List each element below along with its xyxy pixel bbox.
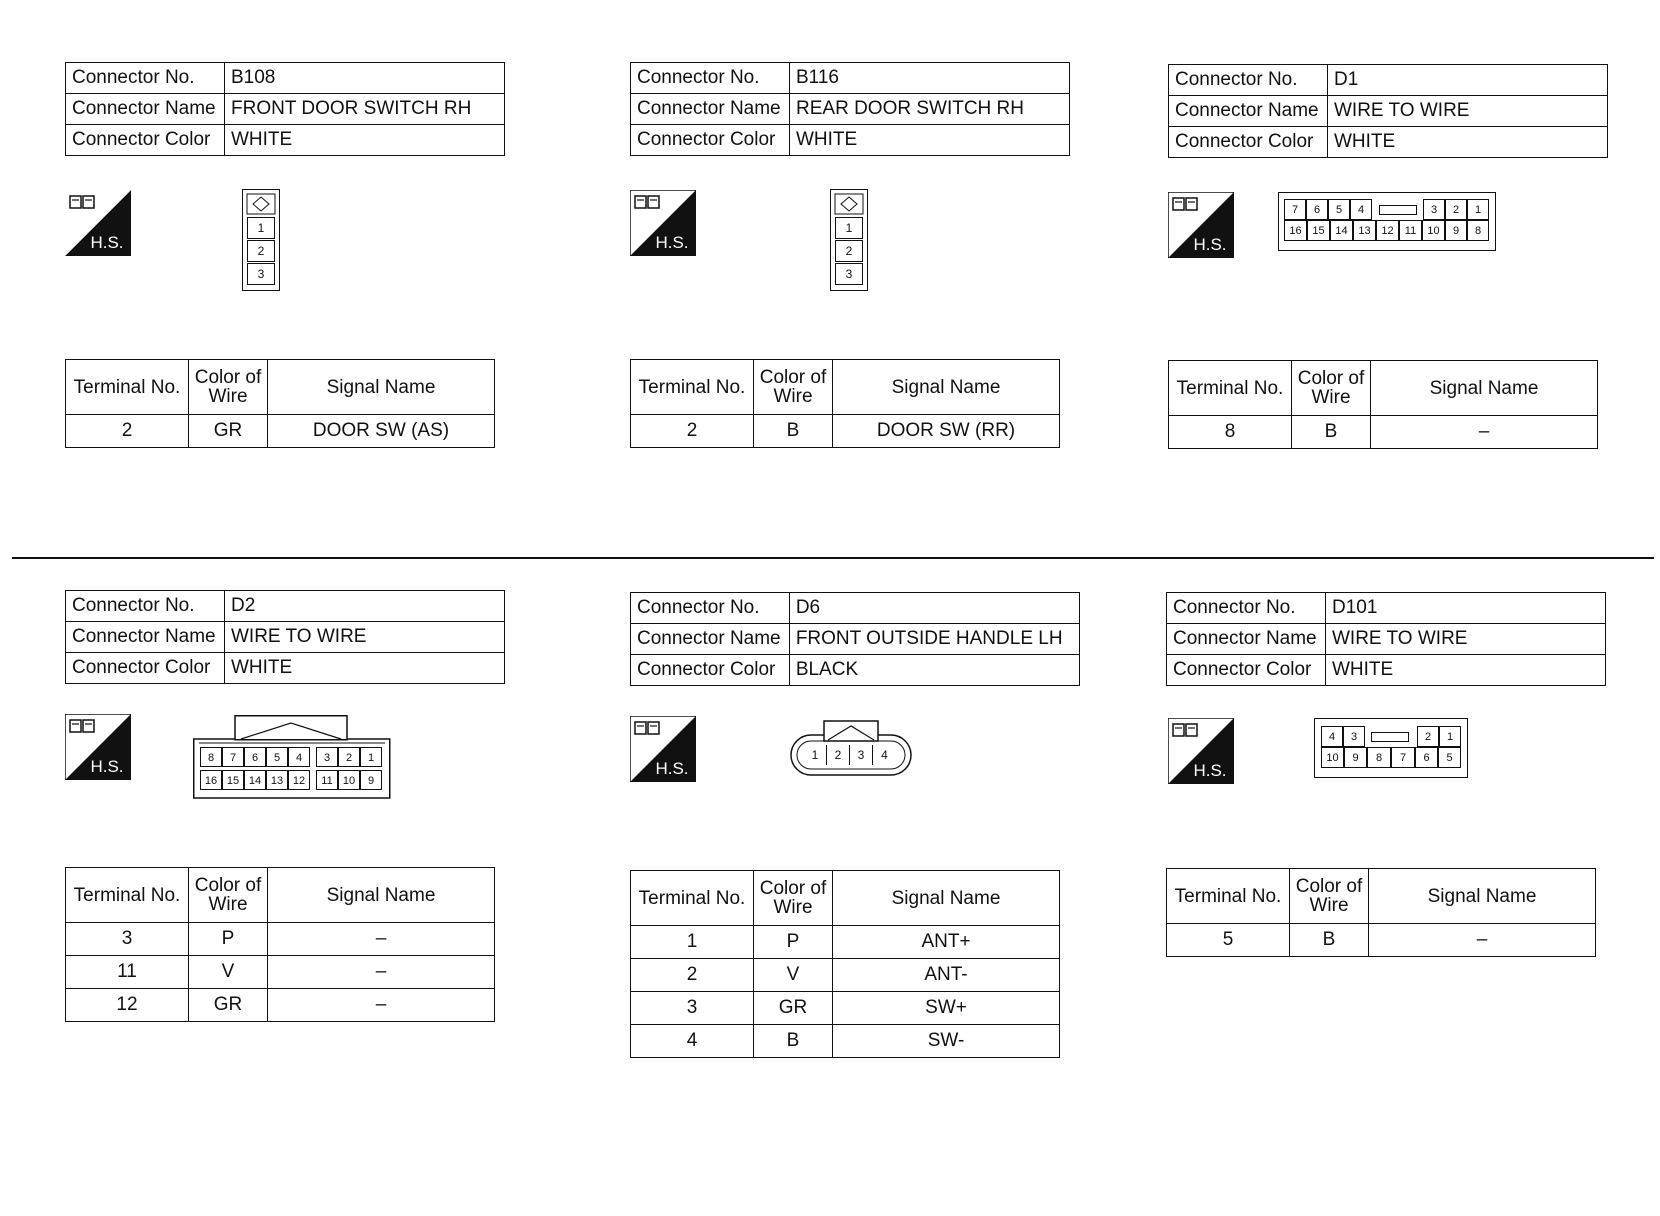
signal-cell: ANT-	[833, 959, 1060, 992]
pin: 16	[200, 770, 222, 790]
pin: 4	[881, 748, 888, 762]
connector-panel-d1	[1168, 64, 1608, 534]
color-of-text: Color of	[194, 367, 262, 388]
section-divider	[12, 557, 1654, 559]
pin: 5	[1328, 199, 1350, 220]
connector-color-value: WHITE	[225, 125, 505, 156]
pin: 2	[1445, 199, 1467, 220]
pin: 8	[1467, 220, 1489, 241]
color-of-text: Color of	[759, 878, 827, 899]
pin: 4	[1350, 199, 1372, 220]
connector-face-d101	[1314, 718, 1468, 778]
connector-no-value: B116	[790, 63, 1070, 94]
hs-label: H.S.	[1193, 235, 1227, 254]
connector-no-label: Connector No.	[631, 593, 790, 624]
connector-no-value: D2	[225, 591, 505, 622]
connector-no-label: Connector No.	[1169, 65, 1328, 96]
signal-cell: DOOR SW (RR)	[833, 415, 1060, 448]
signal-cell: –	[268, 989, 495, 1022]
terminal-table	[630, 870, 1060, 1058]
connector-pin-grid	[790, 720, 912, 776]
connector-no-value: D6	[789, 593, 1079, 624]
signal-cell: SW+	[833, 992, 1060, 1025]
signal-name-header: Signal Name	[833, 871, 1060, 926]
connector-name-label: Connector Name	[631, 624, 790, 655]
color-of-text: Color of	[1297, 368, 1365, 389]
pin: 9	[360, 770, 382, 790]
wire-color-header	[189, 360, 268, 415]
pin: 1	[247, 217, 275, 239]
connector-name-value: FRONT DOOR SWITCH RH	[225, 94, 505, 125]
key-slot-icon	[1379, 205, 1417, 215]
connector-name-value: REAR DOOR SWITCH RH	[790, 94, 1070, 125]
terminal-table	[1166, 868, 1596, 957]
hs-label: H.S.	[1193, 761, 1227, 780]
harness-side-icon	[65, 714, 131, 780]
table-row	[66, 956, 495, 989]
terminal-table	[1168, 360, 1598, 449]
connector-no-label: Connector No.	[66, 591, 225, 622]
connector-no-value: B108	[225, 63, 505, 94]
connector-color-value: WHITE	[225, 653, 505, 684]
wire-text: Wire	[208, 894, 248, 915]
terminal-no-header: Terminal No.	[631, 360, 754, 415]
pin: 2	[1417, 726, 1439, 747]
connector-color-label: Connector Color	[1169, 127, 1328, 158]
wire-color-header	[754, 871, 833, 926]
pin: 3	[850, 745, 873, 765]
connector-color-value: WHITE	[790, 125, 1070, 156]
connector-color-label: Connector Color	[631, 125, 790, 156]
connector-name-label: Connector Name	[1169, 96, 1328, 127]
terminal-no-header: Terminal No.	[66, 868, 189, 923]
harness-side-icon	[1168, 192, 1234, 258]
hs-label: H.S.	[90, 757, 124, 776]
connector-name-label: Connector Name	[631, 94, 790, 125]
terminal-table	[65, 867, 495, 1022]
pin: 15	[1307, 220, 1330, 241]
pin: 1	[360, 747, 382, 767]
terminal-cell: 3	[66, 923, 189, 956]
connector-info-table	[1168, 64, 1608, 158]
wire-text: Wire	[773, 386, 813, 407]
wire-text: Wire	[1309, 895, 1349, 916]
connector-no-label: Connector No.	[631, 63, 790, 94]
key-marker-icon	[247, 194, 275, 214]
pin: 10	[1321, 747, 1344, 768]
table-row	[631, 1025, 1060, 1058]
connector-color-value: WHITE	[1328, 127, 1608, 158]
pin: 16	[1284, 220, 1307, 241]
wire-cell: GR	[189, 989, 268, 1022]
connector-pin-grid	[193, 715, 391, 799]
pin: 13	[1353, 220, 1376, 241]
connector-name-value: WIRE TO WIRE	[1326, 624, 1606, 655]
terminal-cell: 4	[631, 1025, 754, 1058]
pin: 4	[288, 747, 310, 767]
connector-name-value: WIRE TO WIRE	[225, 622, 505, 653]
terminal-cell: 8	[1169, 416, 1292, 449]
wire-cell: V	[189, 956, 268, 989]
wire-cell: B	[754, 415, 833, 448]
pin: 13	[266, 770, 288, 790]
pin: 14	[244, 770, 266, 790]
terminal-cell: 2	[631, 415, 754, 448]
terminal-cell: 12	[66, 989, 189, 1022]
signal-name-header: Signal Name	[833, 360, 1060, 415]
signal-cell: SW-	[833, 1025, 1060, 1058]
signal-cell: –	[268, 956, 495, 989]
harness-side-icon	[630, 716, 696, 782]
pin: 3	[835, 263, 863, 285]
pin: 14	[1330, 220, 1353, 241]
wire-cell: GR	[189, 415, 268, 448]
pin: 12	[1376, 220, 1399, 241]
terminal-cell: 11	[66, 956, 189, 989]
wire-color-header	[189, 868, 268, 923]
wire-text: Wire	[208, 386, 248, 407]
wire-cell: B	[754, 1025, 833, 1058]
terminal-no-header: Terminal No.	[1169, 361, 1292, 416]
connector-panel-d2	[65, 590, 505, 1060]
key-slot-icon	[1371, 732, 1409, 742]
wire-cell: P	[754, 926, 833, 959]
connector-face-d1	[1278, 192, 1496, 251]
harness-side-icon	[1168, 718, 1234, 784]
terminal-cell: 5	[1167, 924, 1290, 957]
pin: 1	[1467, 199, 1489, 220]
table-row	[1169, 416, 1598, 449]
pin: 3	[1423, 199, 1445, 220]
pin: 2	[835, 240, 863, 262]
pin: 11	[1399, 220, 1422, 241]
connector-info-table	[1166, 592, 1606, 686]
color-of-text: Color of	[1295, 876, 1363, 897]
table-row	[631, 415, 1060, 448]
connector-no-value: D1	[1328, 65, 1608, 96]
pin: 6	[1415, 747, 1438, 768]
wire-cell: B	[1292, 416, 1371, 449]
connector-color-value: WHITE	[1326, 655, 1606, 686]
signal-cell: DOOR SW (AS)	[268, 415, 495, 448]
pin: 2	[247, 240, 275, 262]
pin: 3	[247, 263, 275, 285]
hs-label: H.S.	[655, 759, 689, 778]
pin: 2	[827, 745, 850, 765]
pin: 8	[200, 747, 222, 767]
table-row	[66, 923, 495, 956]
pin: 10	[338, 770, 360, 790]
pin: 5	[266, 747, 288, 767]
hs-label: H.S.	[655, 233, 689, 252]
connector-name-value: FRONT OUTSIDE HANDLE LH	[789, 624, 1079, 655]
connector-color-label: Connector Color	[66, 125, 225, 156]
connector-name-label: Connector Name	[1167, 624, 1326, 655]
connector-panel-d101	[1166, 592, 1606, 1062]
pin: 4	[1321, 726, 1343, 747]
connector-no-value: D101	[1326, 593, 1606, 624]
terminal-no-header: Terminal No.	[631, 871, 754, 926]
key-marker-icon	[835, 194, 863, 214]
signal-name-header: Signal Name	[1371, 361, 1598, 416]
pin: 7	[1391, 747, 1415, 768]
terminal-no-header: Terminal No.	[66, 360, 189, 415]
wire-cell: V	[754, 959, 833, 992]
wire-text: Wire	[1311, 387, 1351, 408]
connector-name-label: Connector Name	[66, 622, 225, 653]
table-row	[66, 415, 495, 448]
pin: 6	[244, 747, 266, 767]
connector-face-b116	[830, 189, 868, 291]
hs-label: H.S.	[90, 233, 124, 252]
connector-color-label: Connector Color	[1167, 655, 1326, 686]
connector-color-label: Connector Color	[631, 655, 790, 686]
signal-name-header: Signal Name	[268, 868, 495, 923]
connector-panel-b116	[630, 62, 1070, 532]
signal-name-header: Signal Name	[1369, 869, 1596, 924]
pin: 7	[1284, 199, 1306, 220]
pin: 5	[1438, 747, 1461, 768]
connector-info-table	[65, 62, 505, 156]
terminal-table	[65, 359, 495, 448]
terminal-cell: 1	[631, 926, 754, 959]
wire-cell: P	[189, 923, 268, 956]
pin: 8	[1367, 747, 1391, 768]
connector-name-value: WIRE TO WIRE	[1328, 96, 1608, 127]
connector-info-table	[65, 590, 505, 684]
wire-text: Wire	[773, 897, 813, 918]
signal-name-header: Signal Name	[268, 360, 495, 415]
color-of-text: Color of	[759, 367, 827, 388]
connector-info-table	[630, 62, 1070, 156]
terminal-no-header: Terminal No.	[1167, 869, 1290, 924]
connector-panel-b108	[65, 62, 505, 532]
harness-side-icon	[630, 190, 696, 256]
pin: 10	[1422, 220, 1445, 241]
pin: 1	[835, 217, 863, 239]
connector-no-label: Connector No.	[1167, 593, 1326, 624]
pin: 11	[316, 770, 338, 790]
connector-info-table	[630, 592, 1080, 686]
pin: 1	[1439, 726, 1461, 747]
pin: 15	[222, 770, 244, 790]
wire-cell: GR	[754, 992, 833, 1025]
pin: 3	[316, 747, 338, 767]
pin: 1	[804, 745, 827, 765]
connector-no-label: Connector No.	[66, 63, 225, 94]
table-row	[66, 989, 495, 1022]
pin: 12	[288, 770, 310, 790]
pin: 3	[1343, 726, 1365, 747]
terminal-table	[630, 359, 1060, 448]
wire-color-header	[1290, 869, 1369, 924]
wire-cell: B	[1290, 924, 1369, 957]
signal-cell: –	[268, 923, 495, 956]
connector-color-value: BLACK	[789, 655, 1079, 686]
terminal-cell: 2	[66, 415, 189, 448]
terminal-cell: 2	[631, 959, 754, 992]
pin: 6	[1306, 199, 1328, 220]
table-row	[1167, 924, 1596, 957]
color-of-text: Color of	[194, 875, 262, 896]
pin: 2	[338, 747, 360, 767]
pin: 9	[1344, 747, 1367, 768]
pin: 7	[222, 747, 244, 767]
harness-side-icon	[65, 190, 131, 256]
connector-color-label: Connector Color	[66, 653, 225, 684]
signal-cell: –	[1369, 924, 1596, 957]
table-row	[631, 992, 1060, 1025]
wire-color-header	[754, 360, 833, 415]
table-row	[631, 926, 1060, 959]
terminal-cell: 3	[631, 992, 754, 1025]
signal-cell: –	[1371, 416, 1598, 449]
signal-cell: ANT+	[833, 926, 1060, 959]
wire-color-header	[1292, 361, 1371, 416]
connector-face-b108	[242, 189, 280, 291]
table-row	[631, 959, 1060, 992]
connector-panel-d6	[630, 592, 1080, 1062]
connector-name-label: Connector Name	[66, 94, 225, 125]
pin: 9	[1445, 220, 1467, 241]
